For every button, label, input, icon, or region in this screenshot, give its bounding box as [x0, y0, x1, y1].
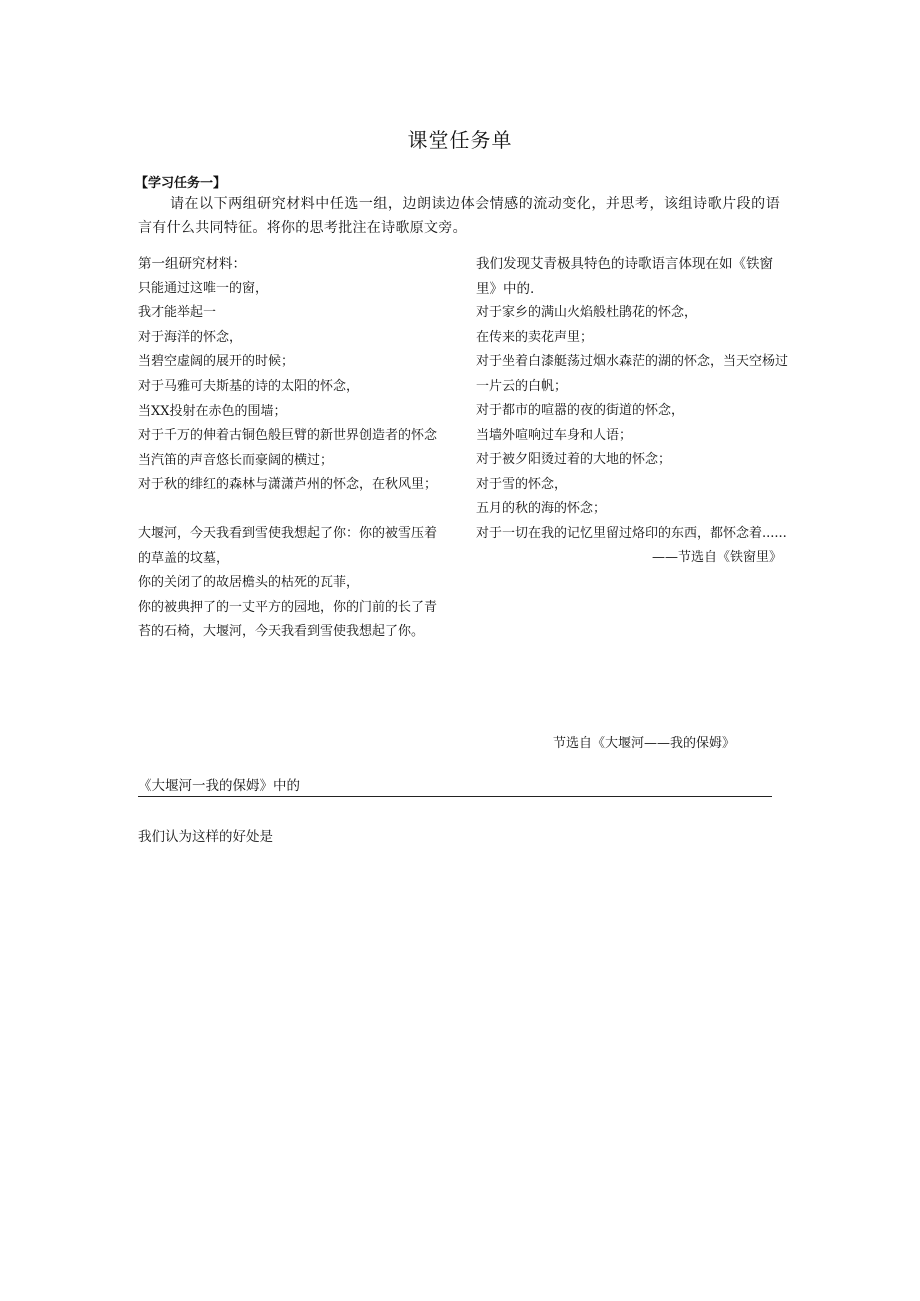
poem-line: 当汽笛的声音悠长而豪阔的横过；: [138, 452, 334, 468]
fill-in-blank-line[interactable]: 《大堰河一我的保姆》中的: [138, 776, 772, 797]
poem-line: 当碧空虚阔的展开的时候；: [138, 354, 295, 370]
poem-line: 对于马雅可夫斯基的诗的太阳的怀念，: [138, 378, 360, 394]
conclusion-prompt: 我们认为这样的好处是: [138, 829, 273, 845]
poem-line: 对于一切在我的记忆里留过烙印的东西，都怀念着......: [476, 525, 787, 541]
poem-line: 当墙外喧响过车身和人语；: [476, 427, 633, 443]
poem-line: 对于千万的伸着古铜色般巨臂的新世界创造者的怀念: [138, 428, 438, 444]
stanza-gap: [138, 498, 438, 522]
group2-source: ——节选自《铁窗里》: [651, 550, 782, 565]
poem-line: 大堰河，今天我看到雪使我想起了你：你的被雪压着的草盖的坟墓，: [138, 525, 438, 566]
group1-label: 第一组研究材料：: [138, 256, 246, 272]
poem-line: 五月的秋的海的怀念；: [476, 501, 607, 516]
poem-line: 在传来的卖花声里；: [476, 329, 594, 345]
group2-material: [476, 252, 788, 571]
group2-intro: 我们发现艾青极具特色的诗歌语言体现在如《铁窗里》中的.: [476, 256, 773, 297]
page-title: 课堂任务单: [407, 128, 513, 152]
poem-line: 对于坐着白漆艇荡过烟水森茫的湖的怀念，当天空杨过一片云的白帆；: [476, 354, 789, 394]
poem-line: 对于都市的喧嚣的夜的街道的怀念，: [476, 403, 685, 418]
poem-line: 当XX投射在赤色的围墙；: [138, 403, 287, 419]
poem-line: 你的被典押了的一丈平方的园地，你的门前的长了青苔的石椅，大堰河，今天我看到雪使我想起了你。: [138, 599, 438, 640]
task-heading: 【学习任务一】: [135, 176, 227, 191]
poem-line: 对于雪的怀念，: [476, 476, 568, 492]
poem-line: 对于家乡的满山火焰般杜鹃花的怀念，: [476, 305, 698, 320]
poem-line: 我才能举起一: [138, 305, 217, 321]
poem-line: 对于被夕阳烫过着的大地的怀念；: [476, 452, 672, 467]
poem-line: 只能通过这唯一的窗，: [138, 280, 269, 296]
instruction-paragraph: 请在以下两组研究材料中任选一组，边朗读边体会情感的流动变化，并思考，该组诗歌片段的语言有什么共同特征。将你的思考批注在诗歌原文旁。: [138, 196, 780, 236]
poem-line: 对于海洋的怀念，: [138, 329, 243, 345]
group1-material: [138, 252, 438, 645]
poem-line: 你的关闭了的故居檐头的枯死的瓦菲，: [138, 575, 360, 591]
poem-line: 对于秋的绯红的森林与潇潇芦州的怀念，在秋风里；: [138, 477, 438, 493]
group1-source: 节选自《大堰河——我的保姆》: [553, 736, 736, 751]
